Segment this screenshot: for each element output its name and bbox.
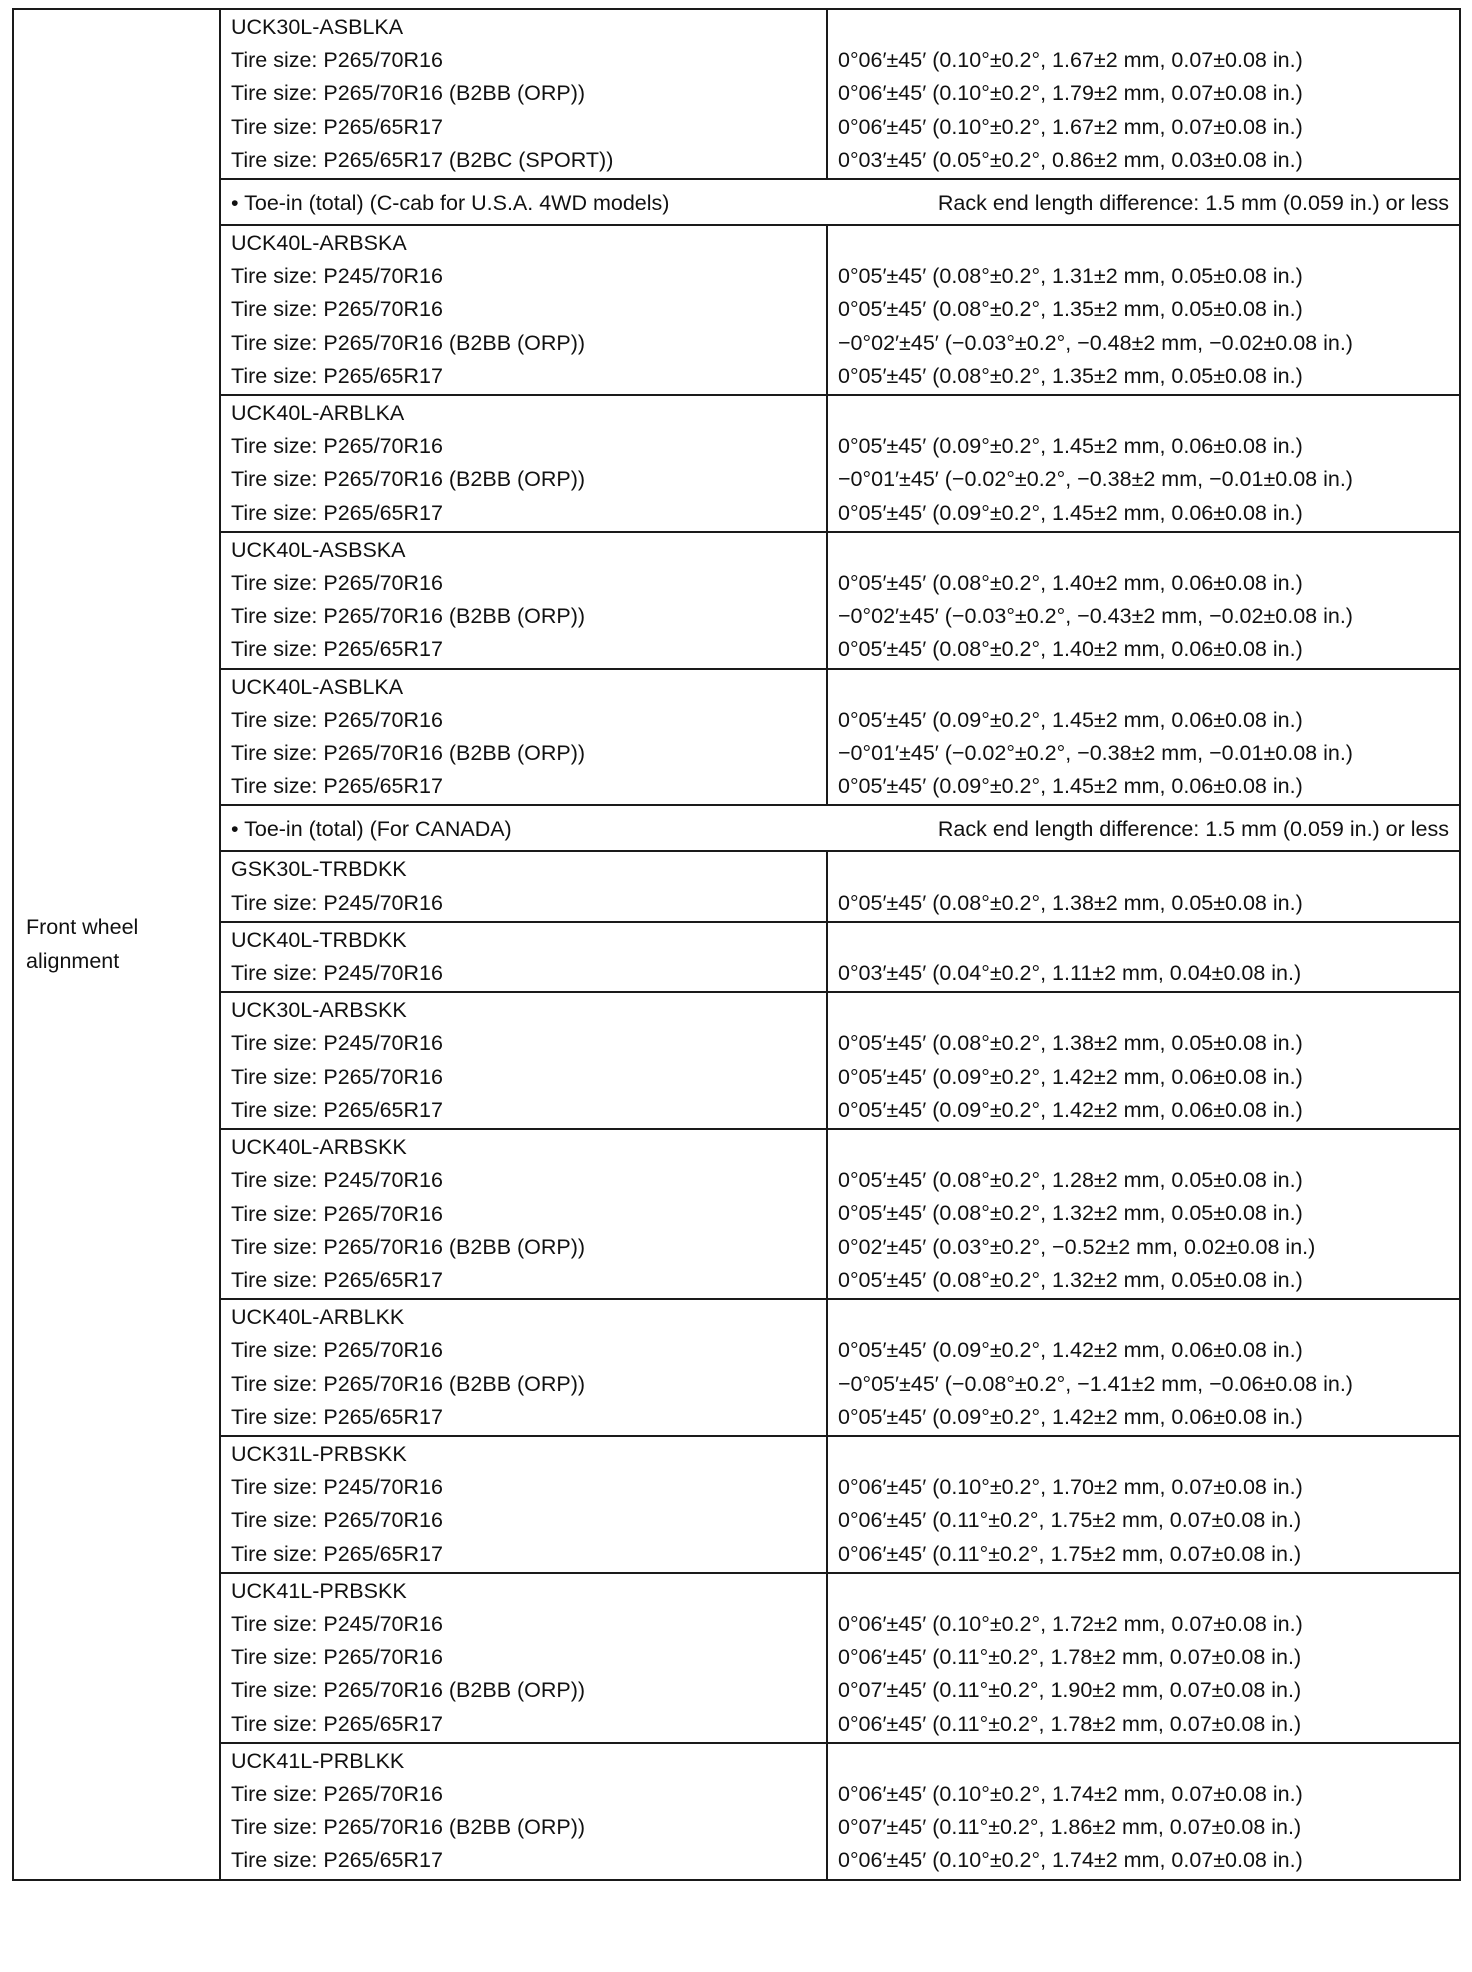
toe-in-value: 0°06′±45′ (0.10°±0.2°, 1.74±2 mm, 0.07±0.08 in.) (838, 1848, 1303, 1873)
tire-size-label: Tire size: P265/70R16 (231, 1645, 443, 1670)
model-code: UCK40L-ARBSKA (231, 231, 407, 256)
tire-size-label: Tire size: P245/70R16 (231, 1611, 443, 1636)
value-spacer (838, 227, 1449, 260)
model-group-row (13, 851, 1460, 921)
toe-in-value: 0°05′±45′ (0.08°±0.2°, 1.38±2 mm, 0.05±0.08 in.) (838, 890, 1303, 915)
toe-in-value: 0°06′±45′ (0.10°±0.2°, 1.67±2 mm, 0.07±0.08 in.) (838, 48, 1303, 73)
toe-value-cell (827, 1129, 1460, 1299)
tire-size-label: Tire size: P265/70R16 (231, 434, 443, 459)
toe-in-value: 0°06′±45′ (0.11°±0.2°, 1.78±2 mm, 0.07±0.08 in.) (838, 1711, 1302, 1736)
model-group-row (13, 395, 1460, 532)
model-group-cell (220, 9, 827, 179)
toe-in-value: 0°06′±45′ (0.11°±0.2°, 1.75±2 mm, 0.07±0.08 in.) (838, 1508, 1302, 1533)
tire-size-label: Tire size: P265/70R16 (231, 297, 443, 322)
tire-size-label: Tire size: P265/65R17 (231, 114, 443, 139)
model-group-row (13, 922, 1460, 992)
toe-value-cell (827, 851, 1460, 921)
toe-in-value: 0°05′±45′ (0.08°±0.2°, 1.32±2 mm, 0.05±0.08 in.) (838, 1201, 1303, 1226)
toe-in-value: 0°06′±45′ (0.11°±0.2°, 1.78±2 mm, 0.07±0.08 in.) (838, 1645, 1302, 1670)
toe-in-value: 0°05′±45′ (0.08°±0.2°, 1.40±2 mm, 0.06±0.08 in.) (838, 571, 1303, 596)
tire-size-label: Tire size: P265/70R16 (B2BB (ORP)) (231, 741, 586, 766)
tire-size-label: Tire size: P265/65R17 (231, 774, 443, 799)
toe-in-value: 0°07′±45′ (0.11°±0.2°, 1.86±2 mm, 0.07±0.08 in.) (838, 1815, 1302, 1840)
toe-in-value: 0°05′±45′ (0.08°±0.2°, 1.32±2 mm, 0.05±0.08 in.) (838, 1267, 1303, 1292)
model-group-cell (220, 532, 827, 669)
model-code: GSK30L-TRBDKK (231, 857, 407, 882)
model-group-cell (220, 851, 827, 921)
model-group-cell (220, 922, 827, 992)
value-spacer (838, 671, 1449, 704)
toe-value-cell (827, 1573, 1460, 1743)
model-code: UCK40L-TRBDKK (231, 927, 407, 952)
model-group-row (13, 225, 1460, 395)
model-group-row (13, 1743, 1460, 1880)
model-group-row (13, 1129, 1460, 1299)
toe-value-cell (827, 922, 1460, 992)
model-group-row (13, 9, 1460, 179)
model-code: UCK40L-ASBSKA (231, 537, 406, 562)
model-group-row (13, 669, 1460, 806)
toe-in-value: 0°06′±45′ (0.11°±0.2°, 1.75±2 mm, 0.07±0.08 in.) (838, 1541, 1302, 1566)
row-label-line: Front wheel (26, 915, 139, 940)
tire-size-label: Tire size: P265/70R16 (B2BB (ORP)) (231, 81, 586, 106)
toe-in-value: 0°05′±45′ (0.08°±0.2°, 1.31±2 mm, 0.05±0.08 in.) (838, 264, 1303, 289)
tire-size-label: Tire size: P265/65R17 (231, 1267, 443, 1292)
tire-size-label: Tire size: P265/70R16 (231, 48, 443, 73)
toe-in-value: 0°05′±45′ (0.09°±0.2°, 1.42±2 mm, 0.06±0.08 in.) (838, 1404, 1303, 1429)
toe-in-title: • Toe-in (total) (C-cab for U.S.A. 4WD models) (231, 191, 670, 216)
rack-end-note: Rack end length difference: 1.5 mm (0.059 in.) or less (937, 191, 1449, 216)
toe-in-value: 0°05′±45′ (0.08°±0.2°, 1.38±2 mm, 0.05±0.08 in.) (838, 1031, 1303, 1056)
model-group-cell (220, 669, 827, 806)
toe-in-value: 0°06′±45′ (0.10°±0.2°, 1.70±2 mm, 0.07±0.08 in.) (838, 1475, 1303, 1500)
model-group-cell (220, 1573, 827, 1743)
toe-in-value: 0°05′±45′ (0.09°±0.2°, 1.45±2 mm, 0.06±0.08 in.) (838, 434, 1303, 459)
toe-in-value: 0°05′±45′ (0.09°±0.2°, 1.45±2 mm, 0.06±0.08 in.) (838, 774, 1303, 799)
toe-value-cell (827, 992, 1460, 1129)
toe-in-value: 0°05′±45′ (0.08°±0.2°, 1.28±2 mm, 0.05±0.08 in.) (838, 1168, 1303, 1193)
model-code: UCK40L-ASBLKA (231, 674, 404, 699)
value-spacer (838, 1745, 1449, 1778)
value-spacer (838, 534, 1449, 567)
toe-value-cell (827, 669, 1460, 806)
tire-size-label: Tire size: P265/70R16 (B2BB (ORP)) (231, 1678, 586, 1703)
tire-size-label: Tire size: P245/70R16 (231, 1031, 443, 1056)
toe-value-cell (827, 532, 1460, 669)
toe-in-header (220, 179, 1460, 225)
model-group-cell (220, 1743, 827, 1880)
tire-size-label: Tire size: P265/65R17 (231, 363, 443, 388)
model-group-cell (220, 395, 827, 532)
model-group-row (13, 1573, 1460, 1743)
tire-size-label: Tire size: P265/70R16 (B2BB (ORP)) (231, 467, 586, 492)
toe-value-cell (827, 225, 1460, 395)
tire-size-label: Tire size: P265/70R16 (B2BB (ORP)) (231, 1815, 586, 1840)
value-spacer (838, 11, 1449, 44)
toe-in-header-row (13, 179, 1460, 225)
value-spacer (838, 1131, 1449, 1164)
tire-size-label: Tire size: P265/70R16 (B2BB (ORP)) (231, 330, 586, 355)
tire-size-label: Tire size: P265/65R17 (231, 637, 443, 662)
toe-in-value: −0°02′±45′ (−0.03°±0.2°, −0.48±2 mm, −0.02±0.08 in.) (838, 330, 1353, 355)
value-spacer (838, 853, 1449, 886)
toe-in-value: 0°06′±45′ (0.10°±0.2°, 1.74±2 mm, 0.07±0.08 in.) (838, 1781, 1303, 1806)
tire-size-label: Tire size: P265/65R17 (231, 1404, 443, 1429)
toe-in-value: 0°03′±45′ (0.05°±0.2°, 0.86±2 mm, 0.03±0.08 in.) (838, 147, 1303, 172)
value-spacer (838, 397, 1449, 430)
tire-size-label: Tire size: P265/70R16 (231, 1338, 443, 1363)
row-label-line: alignment (26, 949, 120, 974)
toe-in-value: 0°05′±45′ (0.08°±0.2°, 1.35±2 mm, 0.05±0.08 in.) (838, 363, 1303, 388)
model-group-row (13, 1436, 1460, 1573)
model-group-row (13, 1299, 1460, 1436)
model-code: UCK40L-ARBLKK (231, 1305, 405, 1330)
toe-in-value: 0°03′±45′ (0.04°±0.2°, 1.11±2 mm, 0.04±0.08 in.) (838, 961, 1302, 986)
tire-size-label: Tire size: P265/65R17 (231, 1711, 443, 1736)
model-code: UCK40L-ARBSKK (231, 1135, 407, 1160)
tire-size-label: Tire size: P245/70R16 (231, 890, 443, 915)
spec-table-body (13, 9, 1460, 1880)
tire-size-label: Tire size: P265/70R16 (231, 1201, 443, 1226)
toe-in-value: 0°05′±45′ (0.09°±0.2°, 1.42±2 mm, 0.06±0.08 in.) (838, 1064, 1303, 1089)
toe-in-value: 0°06′±45′ (0.10°±0.2°, 1.67±2 mm, 0.07±0.08 in.) (838, 114, 1303, 139)
tire-size-label: Tire size: P265/65R17 (231, 1541, 443, 1566)
toe-in-value: 0°06′±45′ (0.10°±0.2°, 1.79±2 mm, 0.07±0.08 in.) (838, 81, 1303, 106)
tire-size-label: Tire size: P265/70R16 (231, 1781, 443, 1806)
tire-size-label: Tire size: P245/70R16 (231, 1475, 443, 1500)
model-code: UCK41L-PRBLKK (231, 1748, 405, 1773)
toe-in-value: 0°07′±45′ (0.11°±0.2°, 1.90±2 mm, 0.07±0.08 in.) (838, 1678, 1302, 1703)
rack-end-note: Rack end length difference: 1.5 mm (0.059 in.) or less (937, 817, 1449, 842)
toe-value-cell (827, 1436, 1460, 1573)
tire-size-label: Tire size: P265/65R17 (231, 500, 443, 525)
toe-value-cell (827, 9, 1460, 179)
tire-size-label: Tire size: P265/70R16 (231, 1064, 443, 1089)
tire-size-label: Tire size: P245/70R16 (231, 264, 443, 289)
toe-in-title: • Toe-in (total) (For CANADA) (231, 817, 512, 842)
tire-size-label: Tire size: P265/70R16 (231, 571, 443, 596)
tire-size-label: Tire size: P265/65R17 (231, 1848, 443, 1873)
toe-in-value: 0°05′±45′ (0.09°±0.2°, 1.45±2 mm, 0.06±0.08 in.) (838, 707, 1303, 732)
value-spacer (838, 1301, 1449, 1334)
alignment-spec-table (12, 8, 1461, 1881)
tire-size-label: Tire size: P265/70R16 (231, 707, 443, 732)
tire-size-label: Tire size: P245/70R16 (231, 1168, 443, 1193)
model-group-cell (220, 1129, 827, 1299)
toe-in-header (220, 805, 1460, 851)
toe-in-value: −0°01′±45′ (−0.02°±0.2°, −0.38±2 mm, −0.01±0.08 in.) (838, 741, 1353, 766)
toe-in-value: −0°02′±45′ (−0.03°±0.2°, −0.43±2 mm, −0.02±0.08 in.) (838, 604, 1353, 629)
model-group-row (13, 992, 1460, 1129)
row-label (13, 9, 220, 1880)
model-group-cell (220, 1299, 827, 1436)
model-code: UCK30L-ASBLKA (231, 15, 404, 39)
toe-in-value: 0°05′±45′ (0.08°±0.2°, 1.35±2 mm, 0.05±0.08 in.) (838, 297, 1303, 322)
tire-size-label: Tire size: P265/70R16 (B2BB (ORP)) (231, 1234, 586, 1259)
model-code: UCK41L-PRBSKK (231, 1578, 407, 1603)
tire-size-label: Tire size: P265/65R17 (231, 1097, 443, 1122)
model-group-cell (220, 992, 827, 1129)
value-spacer (838, 994, 1449, 1027)
toe-in-value: 0°05′±45′ (0.08°±0.2°, 1.40±2 mm, 0.06±0.08 in.) (838, 637, 1303, 662)
tire-size-label: Tire size: P265/70R16 (231, 1508, 443, 1533)
tire-size-label: Tire size: P265/70R16 (B2BB (ORP)) (231, 1371, 586, 1396)
toe-value-cell (827, 395, 1460, 532)
model-code: UCK31L-PRBSKK (231, 1441, 407, 1466)
toe-in-value: 0°02′±45′ (0.03°±0.2°, −0.52±2 mm, 0.02±0.08 in.) (838, 1234, 1316, 1259)
model-code: UCK40L-ARBLKA (231, 401, 405, 426)
toe-in-value: −0°05′±45′ (−0.08°±0.2°, −1.41±2 mm, −0.06±0.08 in.) (838, 1371, 1353, 1396)
toe-in-value: 0°05′±45′ (0.09°±0.2°, 1.42±2 mm, 0.06±0.08 in.) (838, 1097, 1303, 1122)
toe-in-value: 0°05′±45′ (0.09°±0.2°, 1.42±2 mm, 0.06±0.08 in.) (838, 1338, 1303, 1363)
toe-in-value: 0°05′±45′ (0.09°±0.2°, 1.45±2 mm, 0.06±0.08 in.) (838, 500, 1303, 525)
toe-in-value: 0°06′±45′ (0.10°±0.2°, 1.72±2 mm, 0.07±0.08 in.) (838, 1611, 1303, 1636)
value-spacer (838, 1438, 1449, 1471)
toe-in-header-row (13, 805, 1460, 851)
value-spacer (838, 1575, 1449, 1608)
model-group-cell (220, 1436, 827, 1573)
tire-size-label: Tire size: P245/70R16 (231, 961, 443, 986)
value-spacer (838, 924, 1449, 957)
tire-size-label: Tire size: P265/65R17 (B2BC (SPORT)) (231, 147, 614, 172)
toe-value-cell (827, 1299, 1460, 1436)
tire-size-label: Tire size: P265/70R16 (B2BB (ORP)) (231, 604, 586, 629)
toe-in-value: −0°01′±45′ (−0.02°±0.2°, −0.38±2 mm, −0.01±0.08 in.) (838, 467, 1353, 492)
model-code: UCK30L-ARBSKK (231, 998, 407, 1023)
toe-value-cell (827, 1743, 1460, 1880)
model-group-cell (220, 225, 827, 395)
model-group-row (13, 532, 1460, 669)
